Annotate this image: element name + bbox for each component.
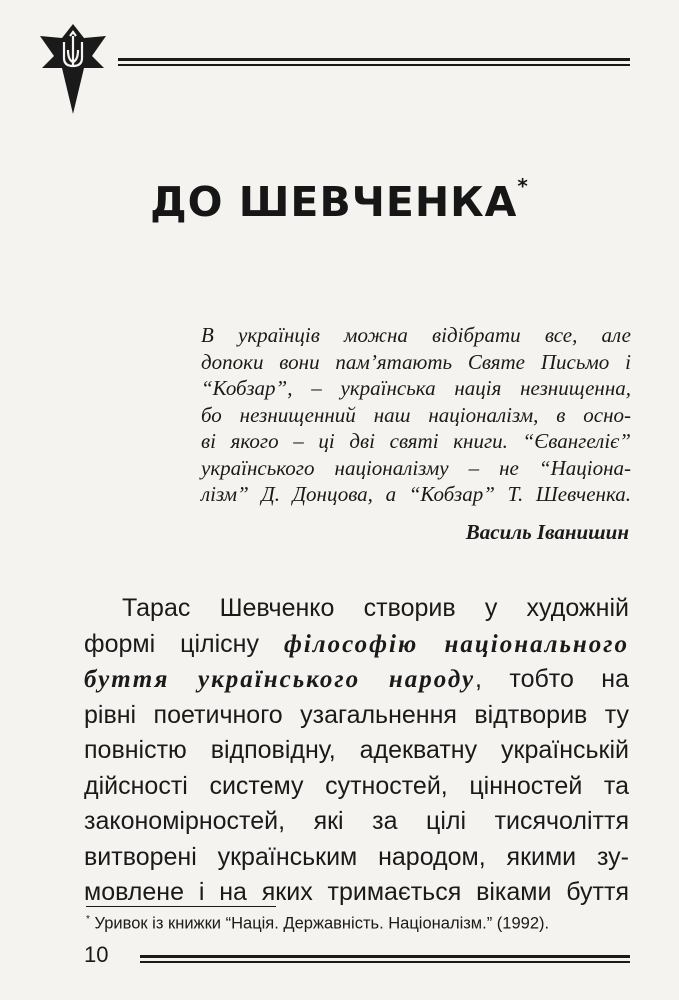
epigraph-line: українського націоналізму – не “Націона- <box>201 455 631 480</box>
emphasis: філософію національного <box>283 630 629 658</box>
body-line: закономірностей, які за цілі тисячоліття <box>84 807 629 835</box>
epigraph-line: бо незнищенний наш націоналізм, в осно- <box>201 402 631 427</box>
body-line: формі цілісну філософію національного <box>84 629 629 658</box>
trident-cross-emblem-icon <box>40 22 106 116</box>
footer-rule <box>140 955 630 964</box>
epigraph <box>201 322 631 508</box>
footnote-rule <box>86 906 276 907</box>
title-footnote-mark: * <box>517 174 529 199</box>
body-line: мовлене і на яких тримається віками буття <box>84 878 629 906</box>
footnote <box>86 914 631 934</box>
epigraph-line: ві якого – ці дві святі книги. “Євангеліє” <box>201 429 631 453</box>
emphasis: буття українського народу <box>84 666 476 693</box>
chapter-title-text: ДО ШЕВЧЕНКА <box>150 178 518 226</box>
epigraph-line: “Кобзар”, – українська нація незнищенна, <box>201 376 631 400</box>
body-paragraph <box>84 591 629 911</box>
body-line: витворені українським народом, якими зу- <box>84 842 629 871</box>
epigraph-line: допоки вони пам’ятають Святе Письмо і <box>201 349 631 374</box>
footnote-mark: * <box>86 914 90 925</box>
epigraph-line: В українців можна відібрати все, але <box>201 323 631 347</box>
epigraph-line: лізм” Д. Донцова, а “Кобзар” Т. Шевченка. <box>201 482 631 506</box>
body-line: дійсності систему сутностей, цінностей та <box>84 771 629 800</box>
page-number: 10 <box>84 942 109 967</box>
body-line: буття українського народу, тобто на <box>84 665 629 693</box>
epigraph-author: Василь Іванишин <box>465 520 629 544</box>
chapter-title <box>0 174 679 226</box>
header-rule <box>118 58 630 67</box>
body-line: повністю відповідну, адекватну українській <box>84 736 629 764</box>
body-line: Тарас Шевченко створив у художній <box>122 594 629 622</box>
body-line: рівні поетичного узагальнення відтворив ту <box>84 700 629 729</box>
footnote-text: Уривок із книжки “Нація. Державність. Націоналізм.” (1992). <box>89 914 550 933</box>
